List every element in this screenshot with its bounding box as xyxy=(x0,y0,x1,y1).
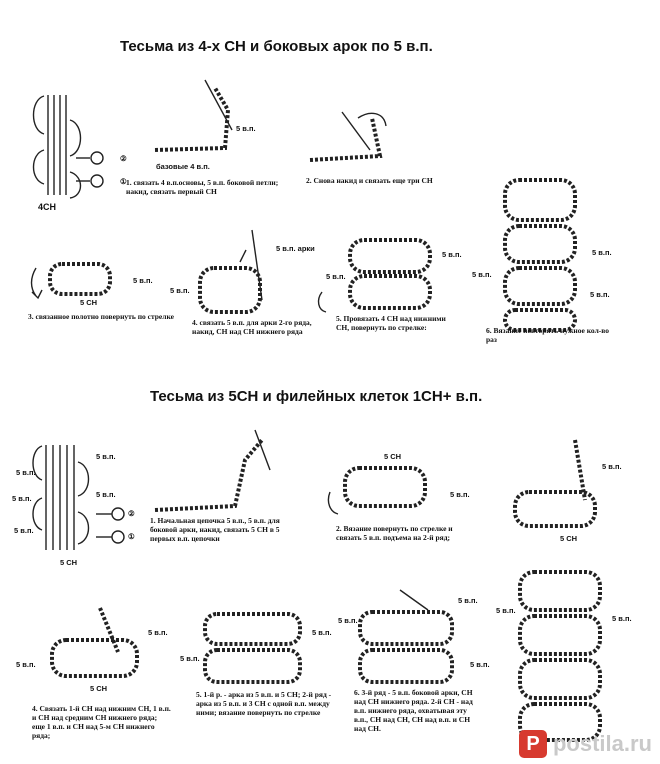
watermark-logo-icon: P xyxy=(519,730,547,758)
s2-step5-diagram xyxy=(205,614,300,682)
s2-step3-label-right: 5 в.п. xyxy=(602,462,622,471)
s2-step4-label-arc-top: 5 в.п. xyxy=(148,628,168,637)
s2-step6-label-left: 5 в.п. xyxy=(338,616,358,625)
s2-step2-label-top: 5 СН xyxy=(384,452,402,461)
s2-step5-caption: 5. 1-й р. - арка из 5 в.п. и 5 СН; 2-й ряд - арка из 5 в.п. и 3 СН с одной в.п. между ними; вязание повернуть по стрелке xyxy=(196,690,332,717)
scheme1-label-bottom: 4СН xyxy=(38,202,57,212)
scheme2-label-r1: 5 в.п. xyxy=(96,452,116,461)
scheme2-label-l3: 5 в.п. xyxy=(14,526,34,535)
step4-caption: 4. связать 5 в.п. для арки 2-го ряда, накид, СН над СН нижнего ряда xyxy=(192,318,312,336)
step6-label-l1: 5 в.п. xyxy=(472,270,492,279)
s2-step6-label-top: 5 в.п. xyxy=(458,596,478,605)
s2-step2-label-right: 5 в.п. xyxy=(450,490,470,499)
step2-diagram xyxy=(310,112,386,160)
step3-diagram xyxy=(32,264,111,298)
s2-step2-caption: 2. Вязание повернуть по стрелке и связать 5 в.п. подъема на 2-й ряд; xyxy=(336,524,453,542)
scheme1-marker2: ② xyxy=(120,154,127,163)
scheme2-marker1: ① xyxy=(128,532,135,541)
step6-label-r1: 5 в.п. xyxy=(592,248,612,257)
s2-step6-label-right: 5 в.п. xyxy=(470,660,490,669)
step1-caption: 1. связать 4 в.п.основы, 5 в.п. боковой петли; накид, связать первый СН xyxy=(126,178,279,196)
scheme1-marker1: ① xyxy=(120,177,127,186)
scheme1-diagram xyxy=(34,95,104,198)
s2-step6-diagram xyxy=(360,590,452,682)
step5-caption: 5. Провязать 4 СН над нижними СН, повернуть по стрелке: xyxy=(336,314,446,332)
section2-title: Тесьма из 5СН и филейных клеток 1СН+ в.п. xyxy=(150,388,483,405)
s2-step6-caption: 6. 3-й ряд - 5 в.п. боковой арки, СН над СН нижнего ряда. 2-й СН - над в.п. нижнего ряда, охватывая эту в.п., СН над СН, СН над в.п. и СН над СН. xyxy=(354,688,473,733)
section1-title: Тесьма из 4-х СН и боковых арок по 5 в.п. xyxy=(120,38,433,55)
step4-label-arc-top: 5 в.п. арки xyxy=(276,244,315,253)
s2-step2-diagram xyxy=(328,468,425,514)
step1-diagram xyxy=(155,80,232,150)
s2-step4-label-bottom: 5 СН xyxy=(90,684,108,693)
step3-label-sc: 5 СН xyxy=(80,298,98,307)
s2-step7-label-left: 5 в.п. xyxy=(496,606,516,615)
scheme2-label-l1: 5 в.п. xyxy=(16,468,36,477)
s2-step4-caption: 4. Связать 1-й СН над нижним СН, 1 в.п. и СН над средним СН нижнего ряда; еще 1 в.п. и СН над 5-м СН нижнего ряда; xyxy=(32,704,171,740)
scheme2-label-l2: 5 в.п. xyxy=(12,494,32,503)
s2-step5-label-right: 5 в.п. xyxy=(312,628,332,637)
s2-step1-diagram xyxy=(155,430,270,510)
scheme2-marker2: ② xyxy=(128,509,135,518)
s2-step3-diagram xyxy=(515,440,595,526)
scheme2-label-r2: 5 в.п. xyxy=(96,490,116,499)
step6-caption: 6. Вязание повторять нужное кол-во раз xyxy=(486,326,610,344)
s2-step3-label-bottom: 5 СН xyxy=(560,534,578,543)
s2-step5-label-left: 5 в.п. xyxy=(180,654,200,663)
step4-label-arc-left: 5 в.п. xyxy=(170,286,190,295)
s2-step4-label-left: 5 в.п. xyxy=(16,660,36,669)
step6-label-r2: 5 в.п. xyxy=(590,290,610,299)
step1-label-base: базовые 4 в.п. xyxy=(156,162,210,171)
step5-label-arc-right: 5 в.п. xyxy=(442,250,462,259)
watermark-text: postila.ru xyxy=(552,731,652,756)
step3-caption: 3. связанное полотно повернуть по стрелке xyxy=(28,312,174,321)
step3-label-arc: 5 в.п. xyxy=(133,276,153,285)
step2-caption: 2. Снова накид и связать еще три СН xyxy=(306,176,433,185)
step1-label-arc: 5 в.п. xyxy=(236,124,256,133)
watermark xyxy=(519,730,652,758)
step5-label-arc-left: 5 в.п. xyxy=(326,272,346,281)
s2-step7-label-right: 5 в.п. xyxy=(612,614,632,623)
step6-diagram xyxy=(505,180,575,330)
s2-step1-caption: 1. Начальная цепочка 5 в.п., 5 в.п. для боковой арки, накид, связать 5 СН в 5 первых в.п. цепочки xyxy=(150,516,280,543)
s2-step4-diagram xyxy=(52,608,137,676)
step4-diagram xyxy=(200,230,262,312)
scheme2-label-bottom: 5 СН xyxy=(60,558,78,567)
s2-step7-diagram xyxy=(520,572,600,740)
